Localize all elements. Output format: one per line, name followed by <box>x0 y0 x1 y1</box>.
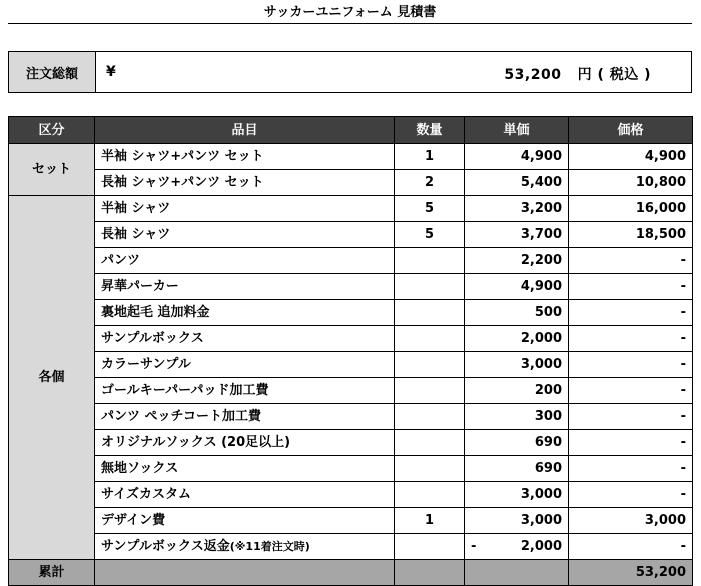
item-name: サンプルボックス <box>101 331 204 346</box>
header-category: 区分 <box>9 117 95 144</box>
price-cell: 18,500 <box>569 222 693 248</box>
item-cell <box>95 144 395 170</box>
quantity-cell: 5 <box>395 196 465 222</box>
unit-price-cell <box>465 378 569 404</box>
order-total-label: 注文総額 <box>9 52 96 92</box>
table-header-row <box>9 117 693 144</box>
unit-price-value: 300 <box>534 409 562 424</box>
unit-price-value: 3,700 <box>520 227 562 242</box>
price-cell: - <box>569 378 693 404</box>
table-row <box>9 508 693 534</box>
quantity-cell <box>395 534 465 560</box>
item-cell <box>95 326 395 352</box>
title-underline <box>8 23 692 24</box>
document-title: サッカーユニフォーム 見積書 <box>263 5 437 20</box>
quantity-cell: 1 <box>395 508 465 534</box>
price-cell: - <box>569 534 693 560</box>
item-cell <box>95 482 395 508</box>
unit-price-value: 5,400 <box>520 175 562 190</box>
table-row <box>9 248 693 274</box>
group-label: 各個 <box>9 196 95 560</box>
order-total-value <box>96 52 691 92</box>
item-cell <box>95 534 395 560</box>
item-note: (※11着注文時) <box>229 540 310 553</box>
price-cell: - <box>569 456 693 482</box>
estimate-table <box>8 116 693 586</box>
item-name: 半袖 シャツ+パンツ セット <box>101 149 264 164</box>
table-row <box>9 326 693 352</box>
item-name: 無地ソックス <box>101 461 179 476</box>
summary-label: 累計 <box>9 560 95 586</box>
unit-price-value: 4,900 <box>520 279 562 294</box>
unit-price-cell <box>465 248 569 274</box>
quantity-cell: 1 <box>395 144 465 170</box>
price-cell: 4,900 <box>569 144 693 170</box>
summary-row <box>9 560 693 586</box>
quantity-cell <box>395 248 465 274</box>
table-row <box>9 456 693 482</box>
item-cell <box>95 378 395 404</box>
price-cell: 3,000 <box>569 508 693 534</box>
unit-price-value: 3,000 <box>520 487 562 502</box>
price-cell: - <box>569 274 693 300</box>
unit-price-cell <box>465 404 569 430</box>
unit-price-cell <box>465 144 569 170</box>
price-cell: - <box>569 482 693 508</box>
quantity-cell <box>395 300 465 326</box>
order-total-amount <box>504 64 651 84</box>
summary-empty-cell <box>465 560 569 586</box>
unit-price-value: 690 <box>534 435 562 450</box>
unit-price-value: 690 <box>534 461 562 476</box>
item-cell <box>95 248 395 274</box>
item-cell <box>95 170 395 196</box>
quantity-cell: 5 <box>395 222 465 248</box>
quantity-cell <box>395 404 465 430</box>
unit-price-value: 200 <box>534 383 562 398</box>
unit-price-cell <box>465 300 569 326</box>
item-cell <box>95 352 395 378</box>
unit-price-value: 3,200 <box>520 201 562 216</box>
unit-price-cell <box>465 196 569 222</box>
quantity-cell <box>395 482 465 508</box>
price-cell: - <box>569 248 693 274</box>
table-row <box>9 378 693 404</box>
unit-price-value: 2,000 <box>520 331 562 346</box>
unit-price-value: 2,200 <box>520 253 562 268</box>
unit-price-value: 4,900 <box>520 149 562 164</box>
estimate-table-body <box>9 144 693 560</box>
header-price: 価格 <box>569 117 693 144</box>
item-cell <box>95 508 395 534</box>
item-cell <box>95 430 395 456</box>
price-cell: - <box>569 404 693 430</box>
item-name: カラーサンプル <box>101 357 191 372</box>
item-cell <box>95 222 395 248</box>
quantity-cell <box>395 430 465 456</box>
price-cell: - <box>569 352 693 378</box>
item-name: サンプルボックス返金 <box>101 539 230 554</box>
item-name: パンツ ペッチコート加工費 <box>101 409 262 424</box>
table-row <box>9 222 693 248</box>
quantity-cell <box>395 352 465 378</box>
price-cell: - <box>569 430 693 456</box>
item-cell <box>95 456 395 482</box>
table-row <box>9 300 693 326</box>
quantity-cell <box>395 456 465 482</box>
unit-price-cell <box>465 222 569 248</box>
unit-price-cell <box>465 352 569 378</box>
price-cell: 16,000 <box>569 196 693 222</box>
unit-price-cell <box>465 274 569 300</box>
quantity-cell: 2 <box>395 170 465 196</box>
minus-sign: - <box>471 539 477 554</box>
unit-price-cell <box>465 456 569 482</box>
summary-empty-cell <box>395 560 465 586</box>
item-name: 長袖 シャツ+パンツ セット <box>101 175 264 190</box>
summary-total: 53,200 <box>569 560 693 586</box>
unit-price-cell <box>465 170 569 196</box>
item-cell <box>95 196 395 222</box>
item-cell <box>95 274 395 300</box>
table-row <box>9 274 693 300</box>
header-item: 品目 <box>95 117 395 144</box>
item-name: サイズカスタム <box>101 487 191 502</box>
order-total-box <box>8 51 692 93</box>
header-unit-price: 単価 <box>465 117 569 144</box>
order-total-suffix: 円 ( 税込 ) <box>577 67 651 83</box>
item-name: 裏地起毛 追加料金 <box>101 305 210 320</box>
item-name: 昇華パーカー <box>101 279 179 294</box>
table-row <box>9 144 693 170</box>
order-total-number: 53,200 <box>504 67 562 83</box>
item-name: デザイン費 <box>101 513 166 528</box>
price-cell: - <box>569 326 693 352</box>
table-row <box>9 534 693 560</box>
table-row <box>9 430 693 456</box>
unit-price-cell <box>465 508 569 534</box>
item-name: オリジナルソックス (20足以上) <box>101 435 291 450</box>
unit-price-value: 2,000 <box>520 539 562 554</box>
item-cell <box>95 300 395 326</box>
summary-empty-cell <box>95 560 395 586</box>
header-quantity: 数量 <box>395 117 465 144</box>
table-row <box>9 352 693 378</box>
quantity-cell <box>395 326 465 352</box>
unit-price-cell <box>465 430 569 456</box>
item-name: パンツ <box>101 253 141 268</box>
table-row <box>9 404 693 430</box>
table-row <box>9 482 693 508</box>
item-name: 半袖 シャツ <box>101 201 171 216</box>
table-row <box>9 196 693 222</box>
unit-price-value: 500 <box>534 305 562 320</box>
item-name: ゴールキーパーパッド加工費 <box>101 383 269 398</box>
quantity-cell <box>395 274 465 300</box>
unit-price-value: 3,000 <box>520 513 562 528</box>
quantity-cell <box>395 378 465 404</box>
price-cell: - <box>569 300 693 326</box>
currency-symbol: ¥ <box>106 64 116 80</box>
price-cell: 10,800 <box>569 170 693 196</box>
unit-price-value: 3,000 <box>520 357 562 372</box>
item-cell <box>95 404 395 430</box>
table-row <box>9 170 693 196</box>
item-name: 長袖 シャツ <box>101 227 171 242</box>
unit-price-cell <box>465 326 569 352</box>
unit-price-cell <box>465 482 569 508</box>
unit-price-cell <box>465 534 569 560</box>
group-label: セット <box>9 144 95 196</box>
